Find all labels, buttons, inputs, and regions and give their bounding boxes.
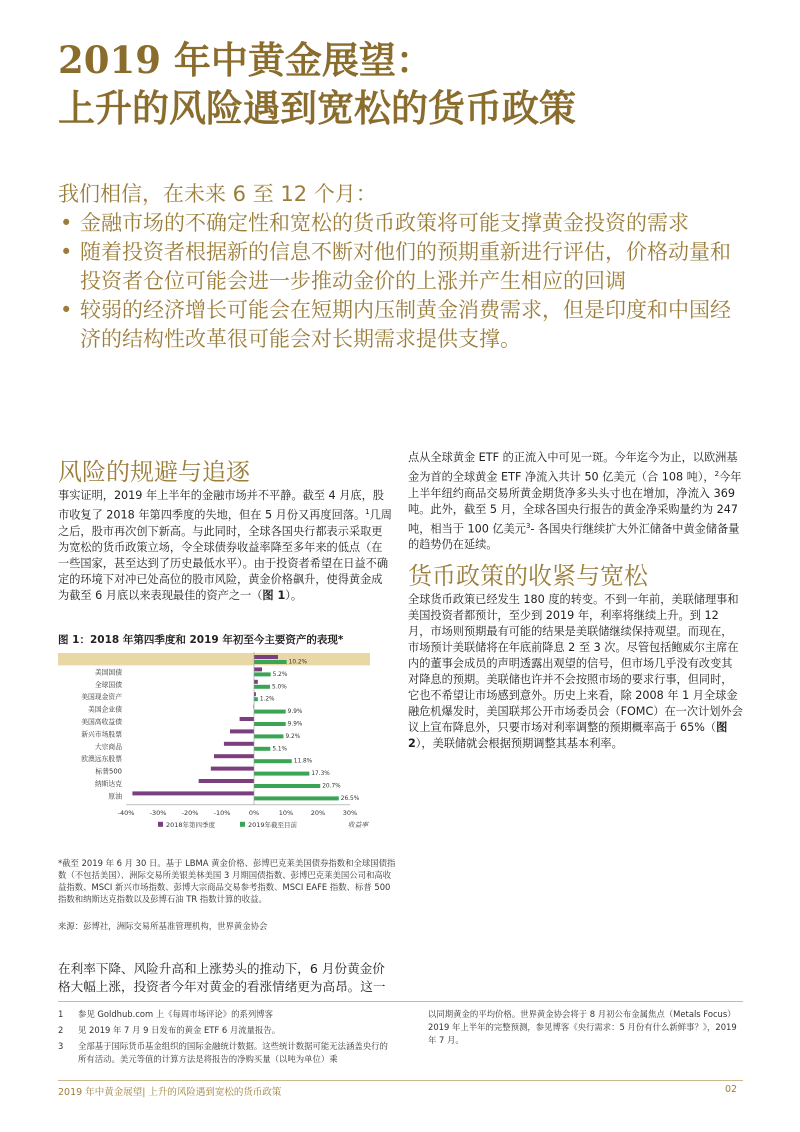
intro-summary xyxy=(58,180,748,354)
footnote-text: 全部基于国际货币基金组织的国际金融统计数据。这些统计数据可能无法涵盖央行的所有活动。美元等值的计算方法是将报告的净购买量（以吨为单位）乘 xyxy=(78,1041,388,1064)
chart-bar-ytd-2019 xyxy=(254,722,286,726)
chart-bar-q4-2018 xyxy=(230,729,254,733)
chart-category-label: 美国企业债 xyxy=(88,705,122,714)
figure-1-chart xyxy=(58,648,398,848)
figure-1-source: 来源：彭博社，洲际交易所基准管理机构，世界黄金协会 xyxy=(58,921,268,931)
chart-bar-ytd-2019 xyxy=(254,784,320,788)
right-column-top xyxy=(408,450,743,553)
chart-x-axis-label: 收益率 xyxy=(347,820,369,829)
chart-legend-swatch xyxy=(240,822,245,827)
chart-data-label: 20.7% xyxy=(322,783,341,790)
chart-bar-q4-2018 xyxy=(240,717,254,721)
section1-body xyxy=(58,488,393,604)
chart-data-label: 5.2% xyxy=(272,671,288,678)
title-line-2: 上升的风险遇到宽松的货币政策 xyxy=(58,86,576,130)
title-line-1: 2019 年中黄金展望： xyxy=(58,38,433,82)
footnote-ref-2[interactable]: 2 xyxy=(714,470,720,478)
footnote-number: 2 xyxy=(58,1025,64,1035)
chart-tick-label: -40% xyxy=(117,808,135,817)
chart-legend-label: 2019年截至目前 xyxy=(248,820,298,829)
chart-category-label: 美国高收益债 xyxy=(81,718,122,726)
chart-data-label: 9.2% xyxy=(285,733,301,740)
intro-bullet: • 较弱的经济增长可能会在短期内压制黄金消费需求，但是印度和中国经济的结构性改革很可能会对长期需求提供支撑。 xyxy=(58,296,748,354)
chart-data-label: 17.3% xyxy=(311,771,330,778)
chart-tick-label: 10% xyxy=(278,808,294,817)
section1-text-a: 事实证明，2019 年上半年的金融市场并不平静。截至 4 月底，股市收复了 2018 年第四季度的失地，但在 5 月份又再度回落。 xyxy=(58,489,384,522)
footnotes-right: 以同期黄金的平均价格。世界黄金协会将于 8 月初公布金属焦点（Metals Focus）2019 年上半年的完整预测，参见博客《央行需求：5 月份有什么新鲜事？》，2019 年 7 月。 xyxy=(428,1009,737,1045)
footnote-number: 3 xyxy=(58,1041,64,1051)
chart-legend-swatch xyxy=(158,822,163,827)
chart-data-label: 1.2% xyxy=(259,696,275,703)
chart-tick-label: 20% xyxy=(310,808,326,817)
right-text-b: 今年上半年纽约商品交易所黄金期货净多头头寸也在增加，净流入 369 吨。此外，截至 5 月，全球各国央行报告的黄金净采购量约为 247 吨，相当于 100 亿美元 xyxy=(408,470,742,536)
figure-1-title: 图 1：2018 年第四季度和 2019 年初至今主要资产的表现* xyxy=(58,634,344,646)
chart-data-label: 10.2% xyxy=(288,659,308,666)
chart-legend xyxy=(158,820,298,829)
chart-tick-label: 30% xyxy=(342,808,358,817)
right-paragraph-2 xyxy=(408,592,743,752)
chart-category-label: 新兴市场股票 xyxy=(81,730,122,739)
figure-1-notes: *截至 2019 年 6 月 30 日。基于 LBMA 黄金价格、彭博巴克莱美国债券指数和全球国债指数（不包括美国）、洲际交易所美银美林美国 3 月期国债指数、彭博巴克莱美国公司和高收益指数、MSCI 新兴市场指数、彭博大宗商品交易参考指数、MSCI EAFE 指数、标普 500 指数和纳斯达克指数以及彭博石油 TR 指数计算的收益。 xyxy=(58,858,396,904)
chart-x-axis xyxy=(118,652,370,829)
footnote-text: 见 2019 年 7 月 9 日发布的黄金 ETF 6 月流量报告。 xyxy=(78,1025,281,1035)
chart-tick-label: -30% xyxy=(149,808,167,817)
footnote-number: 1 xyxy=(58,1009,64,1019)
footer-document-title: 2019 年中黄金展望| 上升的风险遇到宽松的货币政策 xyxy=(58,1087,282,1098)
chart-bar-q4-2018 xyxy=(214,754,254,758)
section-heading-monetary: 货币政策的收紧与宽松 xyxy=(408,562,648,590)
chart-category-label: 欧澳远东股票 xyxy=(81,755,122,764)
chart-bar-ytd-2019 xyxy=(254,672,271,676)
chart-category-label: 美国现金资产 xyxy=(81,693,122,702)
chart-bar-q4-2018 xyxy=(199,779,254,783)
chart-category-label: 美国国债 xyxy=(94,668,122,677)
figure-2-reference[interactable]: 图 2 xyxy=(408,721,728,750)
intro-bullet: • 随着投资者根据新的信息不断对他们的预期重新进行评估，价格动量和投资者仓位可能会进一步推动金价的上涨并产生相应的回调 xyxy=(58,238,748,296)
chart-category-label: 全球国债 xyxy=(94,680,122,689)
chart-data-label: 9.9% xyxy=(287,709,303,716)
chart-category-label: 原油 xyxy=(108,792,122,801)
chart-bar-q4-2018 xyxy=(254,655,278,659)
chart-bar-ytd-2019 xyxy=(254,796,339,800)
intro-bullet-list xyxy=(58,209,748,354)
footnote-text: 参见 Goldhub.com 上《每周市场评论》的系列博客 xyxy=(78,1009,274,1019)
chart-tick-label: -20% xyxy=(181,808,199,817)
section-heading-risk: 风险的规避与追逐 xyxy=(58,458,250,486)
section1-text-end: ）。 xyxy=(285,588,303,602)
chart-bar-ytd-2019 xyxy=(254,710,286,714)
footnote-divider xyxy=(58,1001,743,1002)
left-bottom-text: 在利率下降、风险升高和上涨势头的推动下，6 月份黄金价格大幅上涨，投资者今年对黄金的看涨情绪更为高昂。这一 xyxy=(58,961,386,994)
chart-legend-label: 2018年第四季度 xyxy=(166,820,216,829)
footnotes-left xyxy=(58,1008,393,1066)
chart-tick-label: -10% xyxy=(213,808,231,817)
page-title xyxy=(58,36,758,132)
chart-data-label: 11.8% xyxy=(293,758,313,765)
right-text-a: 点从全球黄金 ETF 的正流入中可见一斑。今年迄今为止，以欧洲基金为首的全球黄金 ETF 净流入共计 50 亿美元（合 108 吨）， xyxy=(408,451,738,484)
left-bottom-paragraph xyxy=(58,960,393,996)
chart-bar-ytd-2019 xyxy=(254,759,292,763)
chart-data-label: 26.5% xyxy=(340,795,360,802)
right-text-2-end: ），美联储就会根据预期调整其基本利率。 xyxy=(415,737,623,750)
chart-bar-q4-2018 xyxy=(254,667,262,671)
page-number: 02 xyxy=(725,1084,738,1095)
footnote-ref-3[interactable]: 3 xyxy=(525,521,531,530)
figure-1-reference[interactable]: 图 1 xyxy=(262,588,286,602)
chart-bar-q4-2018 xyxy=(211,767,254,771)
footnote-ref-1[interactable]: 1 xyxy=(365,508,370,516)
chart-data-label: 5.1% xyxy=(272,746,288,753)
right-text-c: - 各国央行继续扩大外汇储备中黄金储备量的趋势仍在延续。 xyxy=(408,522,740,552)
chart-bar-ytd-2019 xyxy=(254,660,287,664)
chart-bar-ytd-2019 xyxy=(254,697,258,701)
right-paragraph-1 xyxy=(408,450,743,553)
section1-paragraph xyxy=(58,488,393,604)
right-column-body xyxy=(408,592,743,752)
chart-data-label: 5.0% xyxy=(272,684,287,691)
chart-bar-q4-2018 xyxy=(132,791,254,795)
chart-category-labels xyxy=(81,655,122,800)
chart-bar-ytd-2019 xyxy=(254,747,270,751)
chart-bar-q4-2018 xyxy=(224,742,254,746)
chart-bar-ytd-2019 xyxy=(254,734,283,738)
chart-category-label: 大宗商品 xyxy=(94,742,122,751)
chart-tick-label: 0% xyxy=(248,808,260,817)
footer-divider xyxy=(58,1080,743,1081)
chart-bar-ytd-2019 xyxy=(254,772,309,776)
footnote-item xyxy=(58,1024,393,1037)
footnote-item xyxy=(58,1008,393,1021)
right-text-2: 全球货币政策已经发生 180 度的转变。不到一年前，美联储理事和美国投资者都预计，至少到 2019 年，利率将继续上升。到 12 月，市场则预期最有可能的结果是美联储继续保持观望。而现在，市场预计美联储将在年底前降息 2 至 3 次。尽管包括鲍威尔主席在内的董事会成员的声明透露出观望的信号，但市场几乎没有改变其对降息的预期。美联储也许并不会按照市场的要求行事，但同时，它也不希望让市场感到意外。历史上来看，除 2008 年 1 月全球金融危机爆发时，美国联邦公开市场委员会（FOMC）在一次计划外会议上宣布降息外，只要市场对利率调整的预期概率高于 65%（ xyxy=(408,593,743,734)
chart-bar-ytd-2019 xyxy=(254,685,270,689)
footnote-item xyxy=(58,1040,393,1066)
chart-bar-q4-2018 xyxy=(254,680,258,684)
chart-category-label: 纳斯达克 xyxy=(94,780,122,788)
chart-category-label: 标普500 xyxy=(95,767,122,776)
chart-highlight-band xyxy=(58,653,370,665)
section1-text-b: 几周之后，股市再次创下新高。与此同时，全球各国央行都表示采取更为宽松的货币政策立场，令全球债券收益率降至多年来的低点（在一些国家，甚至达到了历史最低水平）。由于投资者希望在日益不确定的环境下对冲已处高位的股市风险，黄金价格飙升，使得黄金成为截至 6 月底以来表现最佳的资产之一（ xyxy=(58,508,392,602)
intro-lead: 我们相信，在未来 6 至 12 个月： xyxy=(58,182,377,206)
intro-bullet: • 金融市场的不确定性和宽松的货币政策将可能支撑黄金投资的需求 xyxy=(58,209,748,238)
chart-data-label: 9.9% xyxy=(287,721,303,728)
